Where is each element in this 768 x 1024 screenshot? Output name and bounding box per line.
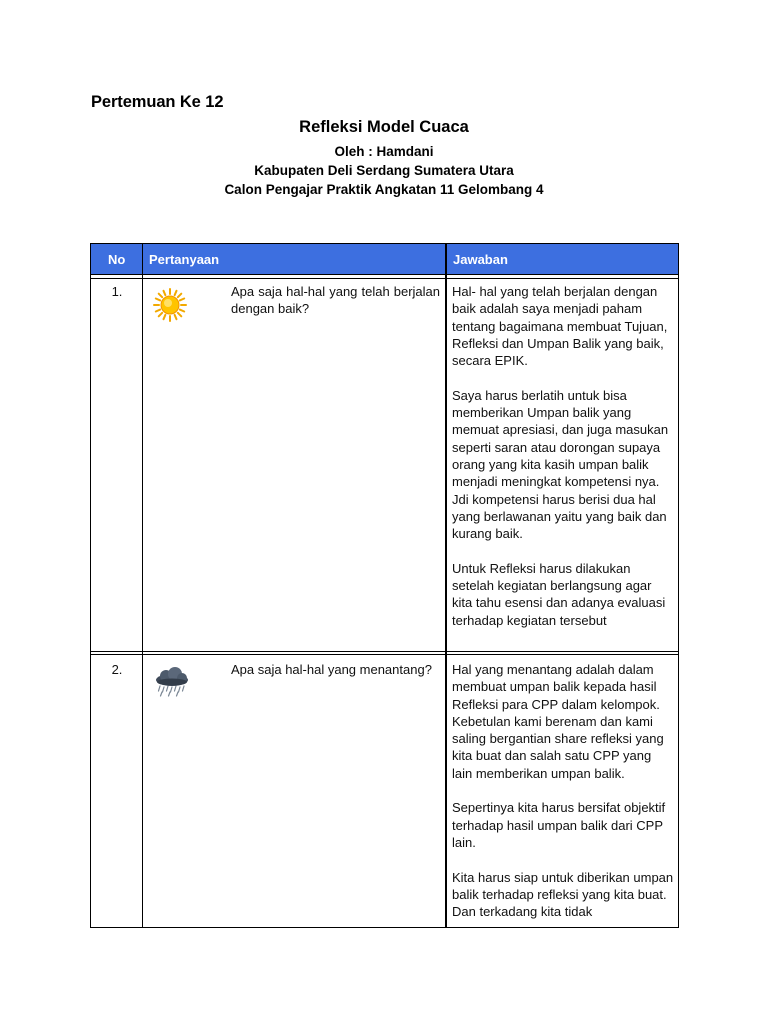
header-no: No bbox=[108, 252, 126, 267]
row-divider bbox=[91, 278, 678, 279]
meeting-label: Pertemuan Ke 12 bbox=[91, 93, 224, 111]
answer-text bbox=[452, 661, 674, 920]
answer-text bbox=[452, 283, 674, 629]
sun-icon bbox=[153, 288, 187, 322]
answer-paragraph: Hal yang menantang adalah dalam membuat umpan balik kepada hasil Refleksi para CPP dalam kelompok. Kebetulan kami berenam dan kami saling bergantian share refleksi yang kita buat dan salah satu CPP yang lain memberikan umpan balik. bbox=[452, 662, 664, 781]
question-text: Apa saja hal-hal yang menantang? bbox=[231, 662, 432, 677]
answer-paragraph: Untuk Refleksi harus dilakukan setelah kegiatan berlangsung agar kita tahu esensi dan adanya evaluasi terhadap kegiatan tersebut bbox=[452, 560, 666, 628]
column-divider bbox=[445, 244, 447, 927]
header-question: Pertanyaan bbox=[149, 252, 220, 267]
row-divider bbox=[91, 274, 678, 275]
answer-paragraph: Kita harus siap untuk diberikan umpan balik terhadap refleksi yang kita buat. Dan terkadang kita tidak bbox=[452, 869, 674, 920]
answer-paragraph: Sepertinya kita harus bersifat objektif terhadap hasil umpan balik dari CPP lain. bbox=[452, 800, 666, 850]
column-divider bbox=[142, 244, 143, 927]
row-divider bbox=[143, 651, 443, 652]
row-number: 1. bbox=[111, 284, 123, 299]
row-divider bbox=[91, 654, 678, 655]
header-answer: Jawaban bbox=[453, 252, 508, 267]
document-title: Refleksi Model Cuaca bbox=[299, 118, 469, 136]
author-line: Oleh : Hamdani bbox=[334, 144, 434, 159]
program-line: Calon Pengajar Praktik Angkatan 11 Gelombang 4 bbox=[224, 182, 544, 197]
answer-paragraph: Saya harus berlatih untuk bisa memberikan Umpan balik yang memuat apresiasi, dan juga masukan seperti saran atau dorongan supaya orang yang kita kasih umpan balik menjadi meningkat kompetensi nya. Jdi kompetensi harus berisi dua hal yang berlawanan yaitu yang baik dan kurang baik. bbox=[452, 387, 669, 542]
row-number: 2. bbox=[111, 662, 123, 677]
reflection-table bbox=[90, 243, 679, 928]
rain-cloud-icon bbox=[152, 666, 192, 698]
answer-paragraph: Hal- hal yang telah berjalan dengan baik adalah saya menjadi paham tentang bagaimana membuat Tujuan, Refleksi dan Umpan Balik yang baik, secara EPIK. bbox=[452, 284, 668, 369]
question-text: Apa saja hal-hal yang telah berjalan dengan baik? bbox=[231, 284, 440, 317]
region-line: Kabupaten Deli Serdang Sumatera Utara bbox=[254, 163, 514, 178]
